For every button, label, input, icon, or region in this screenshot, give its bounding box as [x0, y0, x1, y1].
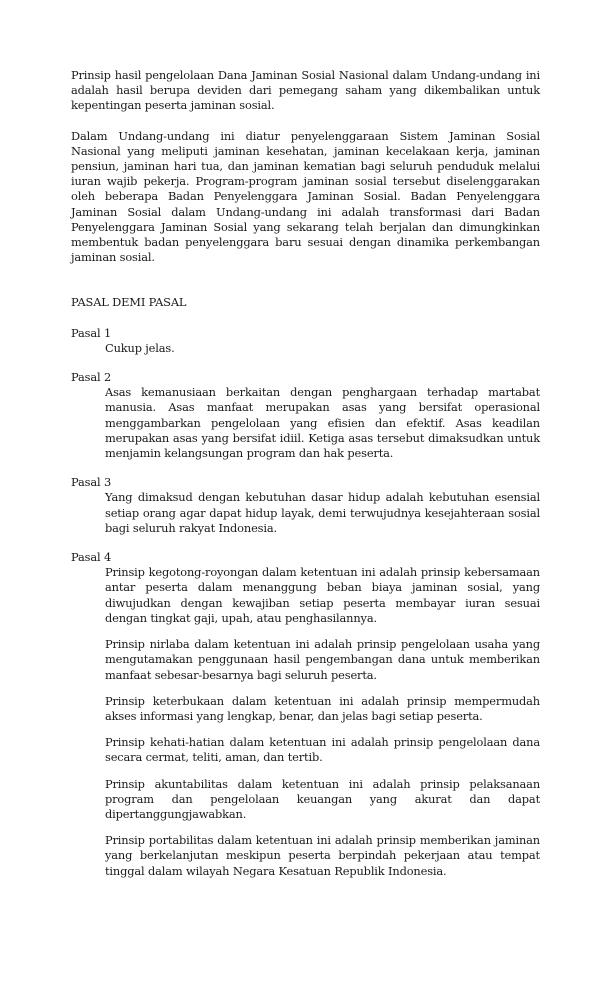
intro-paragraph-2: Dalam Undang-undang ini diatur penyelenggaraan Sistem Jaminan Sosial Nasional yang meliputi jaminan kesehatan, jaminan kecelakaan kerja, jaminan pensiun, jaminan hari tua, dan jaminan kematian bagi seluruh penduduk melalui iuran wajib pekerja. Program-program jaminan sosial tersebut diselenggarakan oleh beberapa Badan Penyelenggara Jaminan Sosial. Badan Penyelenggara Jaminan Sosial dalam Undang-undang ini adalah transformasi dari Badan Penyelenggara Jaminan Sosial yang sekarang telah berjalan dan dimungkinkan membentuk badan penyelenggara baru sesuai dengan dinamika perkembangan jaminan sosial.	[71, 128, 540, 265]
pasal-3	[71, 475, 540, 536]
pasal-paragraph: Cukup jelas.	[105, 340, 175, 355]
pasal-paragraph-kehati-hatian: Prinsip kehati-hatian dalam ketentuan ini adalah prinsip pengelolaan dana secara cermat, teliti, aman, dan tertib.	[105, 735, 540, 765]
pasal-paragraph: Yang dimaksud dengan kebutuhan dasar hidup adalah kebutuhan esensial setiap orang agar dapat hidup layak, demi terwujudnya kesejahteraan sosial bagi seluruh rakyat Indonesia.	[105, 490, 540, 535]
pasal-2	[71, 370, 540, 461]
pasal-body	[105, 490, 540, 536]
pasal-title: Pasal 4	[71, 550, 112, 565]
document-page	[71, 68, 540, 879]
pasal-body	[105, 341, 540, 356]
pasal-title: Pasal 2	[71, 370, 112, 385]
pasal-body	[105, 565, 540, 878]
section-heading: PASAL DEMI PASAL	[71, 295, 187, 310]
pasal-body	[105, 385, 540, 461]
pasal-4	[71, 550, 540, 879]
pasal-paragraph-keterbukaan: Prinsip keterbukaan dalam ketentuan ini adalah prinsip mempermudah akses informasi yang lengkap, benar, dan jelas bagi setiap peserta.	[105, 693, 540, 723]
pasal-1	[71, 326, 540, 356]
pasal-paragraph-gotong-royong: Prinsip kegotong-royongan dalam ketentuan ini adalah prinsip kebersamaan antar peserta dalam menanggung beban biaya jaminan sosial, yang diwujudkan dengan kewajiban setiap peserta membayar iuran sesuai dengan tingkat gaji, upah, atau penghasilannya.	[105, 565, 540, 625]
pasal-paragraph-nirlaba: Prinsip nirlaba dalam ketentuan ini adalah prinsip pengelolaan usaha yang mengutamakan penggunaan hasil pengembangan dana untuk memberikan manfaat sebesar-besarnya bagi seluruh peserta.	[105, 637, 540, 682]
pasal-paragraph: Asas kemanusiaan berkaitan dengan penghargaan terhadap martabat manusia. Asas manfaat merupakan asas yang bersifat operasional menggambarkan pengelolaan yang efisien dan efektif. Asas keadilan merupakan asas yang bersifat idiil. Ketiga asas tersebut dimaksudkan untuk menjamin kelangsungan program dan hak peserta.	[105, 385, 540, 461]
pasal-paragraph-akuntabilitas: Prinsip akuntabilitas dalam ketentuan ini adalah prinsip pelaksanaan program dan pengelolaan keuangan yang akurat dan dapat dipertanggungjawabkan.	[105, 776, 540, 821]
intro-paragraph-1: Prinsip hasil pengelolaan Dana Jaminan Sosial Nasional dalam Undang-undang ini adalah hasil berupa deviden dari pemegang saham yang dikembalikan untuk kepentingan peserta jaminan sosial.	[71, 68, 540, 113]
pasal-paragraph-portabilitas: Prinsip portabilitas dalam ketentuan ini adalah prinsip memberikan jaminan yang berkelanjutan meskipun peserta berpindah pekerjaan atau tempat tinggal dalam wilayah Negara Kesatuan Republik Indonesia.	[105, 833, 540, 878]
pasal-title: Pasal 3	[71, 475, 112, 490]
pasal-title: Pasal 1	[71, 325, 112, 340]
